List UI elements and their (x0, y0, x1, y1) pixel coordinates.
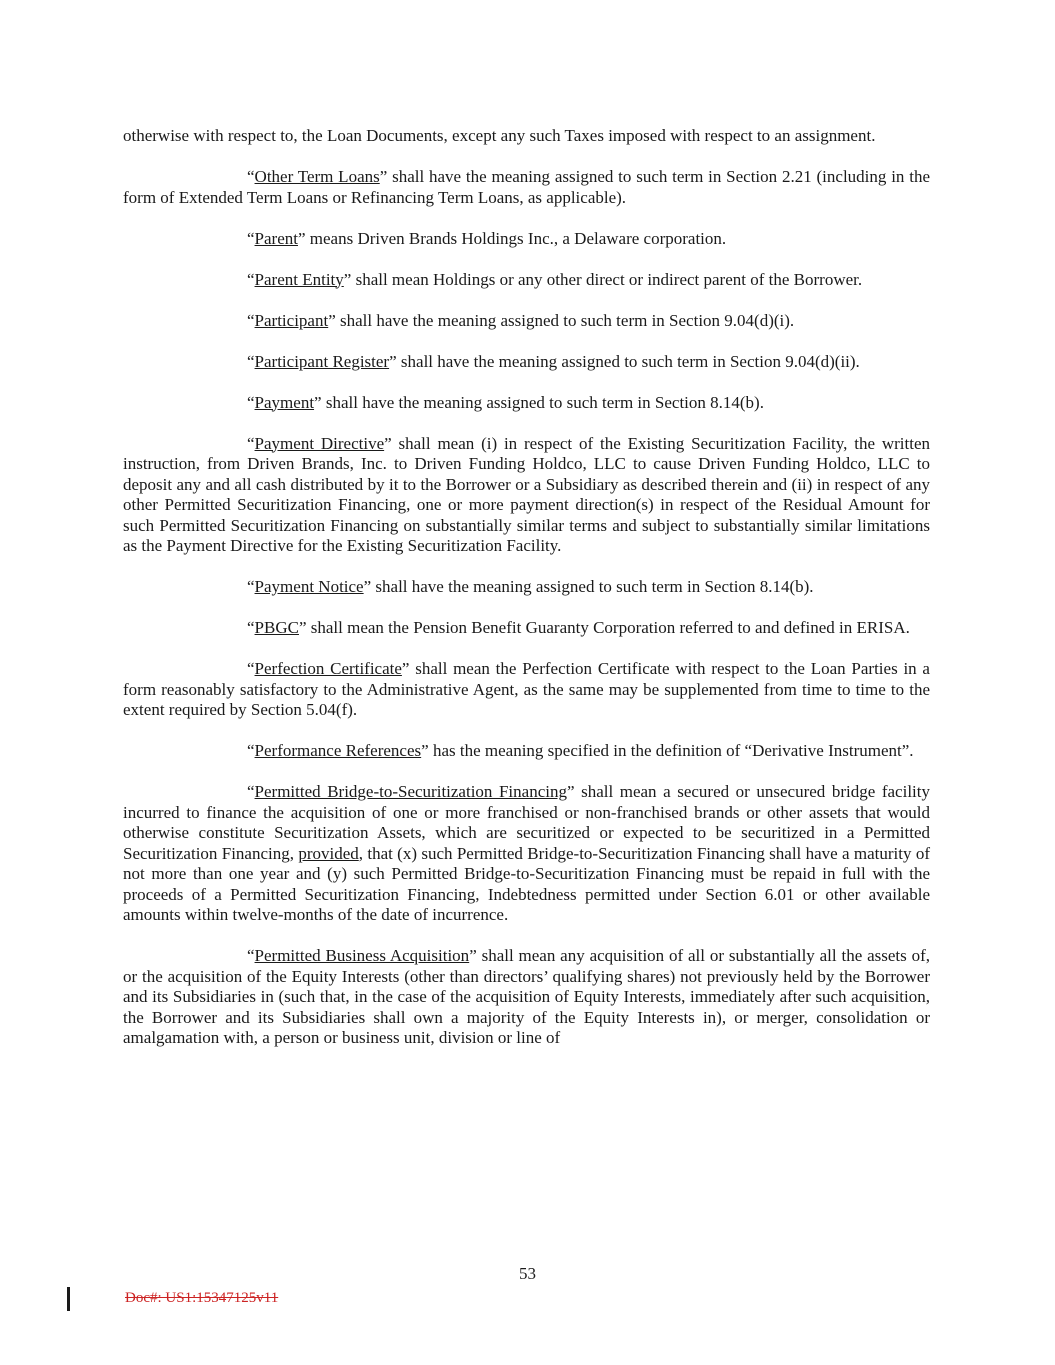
defined-term: Payment Directive (254, 433, 385, 453)
paragraph: “Other Term Loans” shall have the meaning assigned to such term in Section 2.21 (including in the form of Extended Term Loans or Refinancing Term Loans, as applicable). (123, 167, 930, 207)
paragraph: “Perfection Certificate” shall mean the Perfection Certificate with respect to the Loan Parties in a form reasonably satisfactory to the Administrative Agent, as the same may be supplemented from time to time to the extent required by Section 5.04(f). (123, 659, 930, 719)
defined-term: Other Term Loans (254, 167, 380, 186)
paragraph: “PBGC” shall mean the Pension Benefit Guaranty Corporation referred to and defined in ERISA. (247, 618, 910, 637)
paragraph: “Payment” shall have the meaning assigned to such term in Section 8.14(b). (247, 392, 764, 412)
defined-term: Permitted Bridge-to-Securitization Financing (254, 782, 567, 801)
paragraph: “Participant” shall have the meaning assigned to such term in Section 9.04(d)(i). (247, 310, 795, 330)
defined-term: provided (298, 843, 359, 863)
defined-term: Perfection Certificate (254, 659, 402, 678)
defined-term: PBGC (254, 618, 299, 637)
revision-change-bar (67, 1287, 70, 1311)
defined-term: Payment (254, 392, 315, 412)
paragraph: “Payment Directive” shall mean (i) in respect of the Existing Securitization Facility, the written instruction, from Driven Brands, Inc. to Driven Funding Holdco, LLC to cause Driven Funding Holdco, LLC to deposit any and all cash distributed by it to the Borrower or a Subsidiary as described therein and (ii) in respect of any other Permitted Securitization Financing, one or more payment direction(s) in respect of the Residual Amount for such Permitted Securitization Financing on substantially similar terms and subject to substantially similar limitations as the Payment Directive for the Existing Securitization Facility. (123, 433, 930, 555)
paragraph: otherwise with respect to, the Loan Documents, except any such Taxes imposed with respect to an assignment. (123, 126, 876, 145)
defined-term: Parent (254, 228, 298, 248)
defined-term: Performance References (254, 741, 422, 760)
paragraph: “Parent” means Driven Brands Holdings Inc., a Delaware corporation. (247, 228, 727, 248)
defined-term: Payment Notice (254, 577, 364, 596)
paragraph: “Payment Notice” shall have the meaning assigned to such term in Section 8.14(b). (247, 577, 814, 596)
paragraph: “Permitted Business Acquisition” shall mean any acquisition of all or substantially all the assets of, or the acquisition of the Equity Interests (other than directors’ qualifying shares) not previously held by the Borrower and its Subsidiaries in (such that, in the case of the acquisition of Equity Interests, immediately after such acquisition, the Borrower and its Subsidiaries shall own a majority of the Equity Interests in), or merger, consolidation or amalgamation with, a person or business unit, division or line of (123, 946, 930, 1047)
paragraph: “Participant Register” shall have the meaning assigned to such term in Section 9.04(d)(ii). (247, 351, 860, 371)
doc-id-stamp: Doc#: US1:15347125v11 (125, 1290, 279, 1306)
document-body (123, 126, 930, 1069)
paragraph: “Performance References” has the meaning specified in the definition of “Derivative Instrument”. (247, 741, 914, 760)
defined-term: Parent Entity (254, 269, 344, 289)
defined-term: Participant Register (254, 351, 390, 371)
paragraph: “Parent Entity” shall mean Holdings or any other direct or indirect parent of the Borrower. (247, 269, 863, 289)
defined-term: Permitted Business Acquisition (254, 946, 470, 965)
paragraph: “Permitted Bridge-to-Securitization Financing” shall mean a secured or unsecured bridge facility incurred to finance the acquisition of one or more franchised or non-franchised brands or other assets that would otherwise constitute Securitization Assets, which are securitized or expected to be securitized in a Permitted Securitization Financing, provided, that (x) such Permitted Bridge-to-Securitization Financing shall have a maturity of not more than one year and (y) such Permitted Bridge-to-Securitization Financing must be repaid in full with the proceeds of a Permitted Securitization Financing, Indebtedness permitted under Section 6.01 or other available amounts within twelve-months of the date of incurrence. (123, 782, 931, 924)
page-number: 53 (519, 1264, 536, 1283)
defined-term: Participant (254, 310, 329, 330)
